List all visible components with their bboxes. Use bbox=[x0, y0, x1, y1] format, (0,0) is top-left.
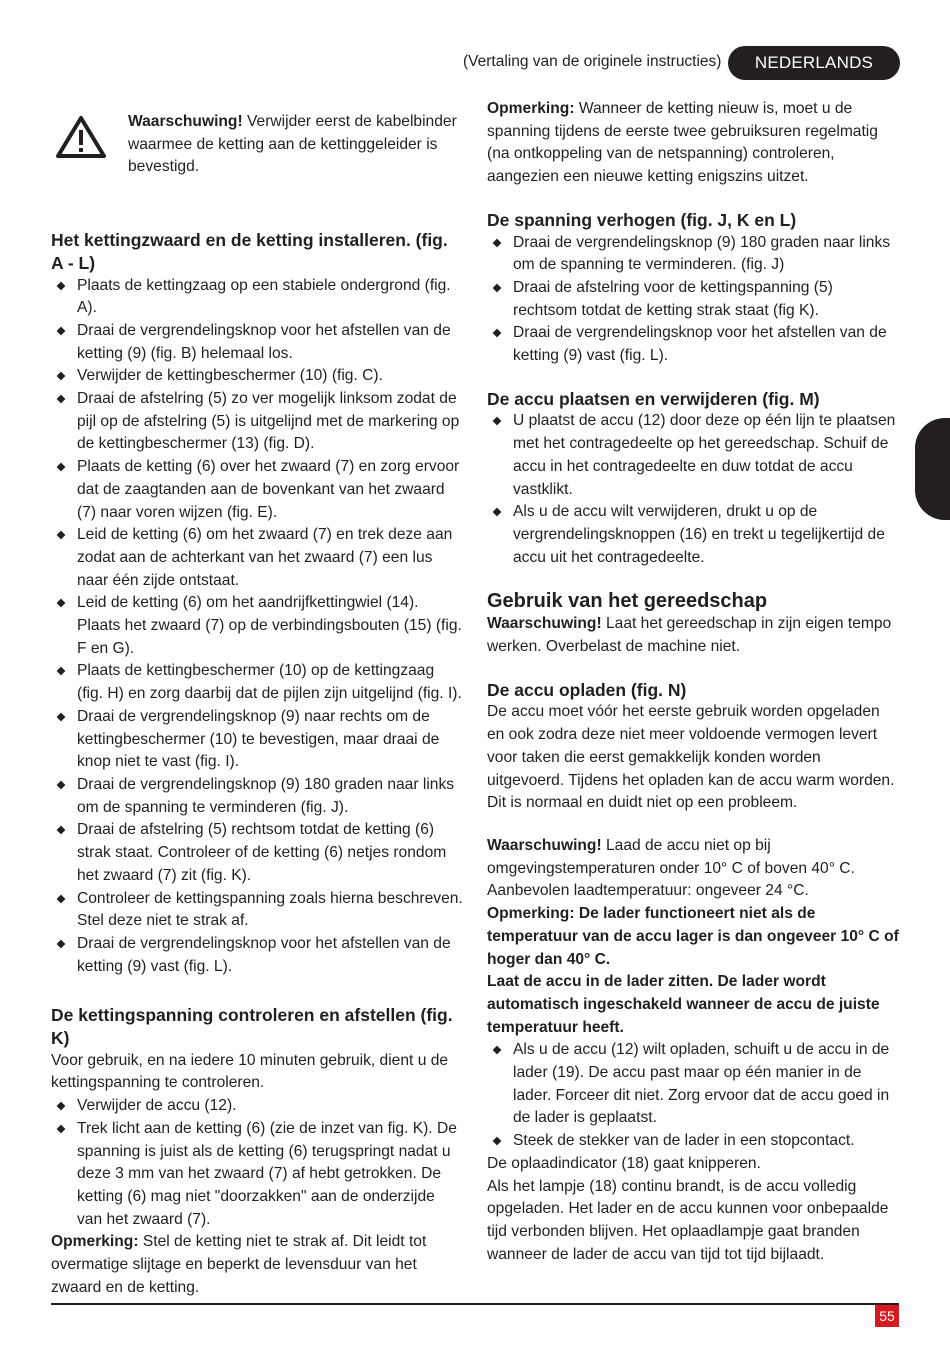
bullet-icon bbox=[57, 1102, 66, 1111]
use-warning bbox=[487, 613, 899, 658]
list-item-text: Draai de afstelring (5) zo ver mogelijk linksom zodat de pijl op de afstelring (5) is uitgelijnd met de markering op de kettingbeschermer (13) (fig. D). bbox=[77, 390, 460, 453]
charge-blink: De oplaadindicator (18) gaat knipperen. bbox=[487, 1154, 761, 1172]
warning-triangle-icon bbox=[55, 115, 107, 159]
list-item-text: Plaats de kettingbeschermer (10) op de kettingzaag (fig. H) en zorg daarbij dat de pijlen zijn uitgelijnd (fig. I). bbox=[77, 662, 462, 703]
list-item bbox=[51, 888, 463, 933]
list-item-text: Leid de ketting (6) om het aandrijfkettingwiel (14). Plaats het zwaard (7) op de verbindingsbouten (15) (fig. F en G). bbox=[77, 594, 462, 657]
footer-rule bbox=[51, 1303, 899, 1305]
tension-note-label: Opmerking: bbox=[51, 1233, 139, 1251]
list-item-text: Controleer de kettingspanning zoals hierna beschreven. Stel deze niet te strak af. bbox=[77, 889, 463, 930]
list-item-text: Trek licht aan de ketting (6) (zie de inzet van fig. K). De spanning is juist als de ketting (6) terugspringt nadat u deze 3 mm van het zwaard (7) af hebt getrokken. De ketting (6) mag niet "doorzakken" aan de onderzijde van het zwaard (7). bbox=[77, 1119, 457, 1228]
list-item-text: Draai de vergrendelingsknop voor het afstellen van de ketting (9) vast (fig. L). bbox=[513, 324, 887, 365]
new-chain-note bbox=[487, 98, 899, 189]
side-thumb-tab bbox=[915, 418, 950, 520]
language-label: NEDERLANDS bbox=[754, 53, 874, 72]
bullet-icon bbox=[493, 284, 502, 293]
bullet-icon bbox=[57, 281, 66, 290]
bullet-icon bbox=[57, 781, 66, 790]
list-item-text: Draai de vergrendelingsknop voor het afstellen van de ketting (9) vast (fig. L). bbox=[77, 934, 451, 975]
warning-text bbox=[128, 111, 458, 179]
bullet-icon bbox=[57, 599, 66, 608]
charge-warning-label: Waarschuwing! bbox=[487, 836, 602, 854]
list-item bbox=[487, 410, 899, 501]
list-item bbox=[51, 365, 463, 388]
header-subtitle: (Vertaling van de originele instructies) bbox=[463, 53, 722, 70]
list-item-text: Plaats de kettingzaag op een stabiele ondergrond (fig. A). bbox=[77, 276, 451, 317]
bullet-icon bbox=[493, 1137, 502, 1146]
bullet-icon bbox=[57, 327, 66, 336]
bullet-icon bbox=[57, 894, 66, 903]
charge-full: Als het lampje (18) continu brandt, is de accu volledig opgeladen. Het lader en de accu kunnen voor onbepaalde tijd verbonden blijven. Het oplaadlampje gaat branden wanneer de lader de accu van tijd tot tijd bijlaadt. bbox=[487, 1177, 889, 1263]
list-item-text: Verwijder de kettingbeschermer (10) (fig. C). bbox=[77, 367, 383, 385]
list-item-text: Plaats de ketting (6) over het zwaard (7) en zorg ervoor dat de zaagtanden aan de bovenkant van het zwaard (7) naar voren wijzen (fig. E). bbox=[77, 458, 460, 521]
bullet-icon bbox=[493, 329, 502, 338]
bullet-icon bbox=[493, 417, 502, 426]
list-item-text: Verwijder de accu (12). bbox=[77, 1097, 237, 1115]
list-item bbox=[51, 819, 463, 887]
bullet-icon bbox=[57, 826, 66, 835]
warning-label: Waarschuwing! bbox=[128, 113, 243, 130]
list-item-text: Draai de vergrendelingsknop (9) 180 graden naar links om de spanning te verminderen. (fig. J) bbox=[513, 233, 891, 274]
left-column bbox=[51, 111, 463, 1299]
list-item-text: Draai de vergrendelingsknop (9) 180 graden naar links om de spanning te verminderen (fig. J). bbox=[77, 775, 455, 816]
list-item-text: Draai de afstelring (5) rechtsom totdat de ketting (6) strak staat. Controleer of de ketting (6) netjes rondom het zwaard (7) zit (fig. K). bbox=[77, 821, 447, 884]
page-number bbox=[875, 1305, 899, 1327]
bullet-icon bbox=[493, 1046, 502, 1055]
charge-bold-leave: Laat de accu in de lader zitten. De lader wordt automatisch ingeschakeld wanneer de accu de juiste temperatuur heeft. bbox=[487, 973, 880, 1036]
bullet-icon bbox=[57, 712, 66, 721]
bullet-icon bbox=[57, 395, 66, 404]
bullet-icon bbox=[57, 531, 66, 540]
language-tab bbox=[728, 46, 900, 80]
raise-heading: De spanning verhogen (fig. J, K en L) bbox=[487, 209, 797, 230]
list-item bbox=[487, 1039, 899, 1130]
list-item-text: Als u de accu wilt verwijderen, drukt u op de vergrendelingsknoppen (16) en trekt u tegelijkertijd de accu uit het contragedeelte. bbox=[513, 503, 885, 566]
list-item bbox=[487, 501, 899, 569]
charge-bold-note: Opmerking: De lader functioneert niet als de temperatuur van de accu lager is dan ongeveer 10° C of hoger dan 40° C. bbox=[487, 905, 899, 968]
list-item-text: Leid de ketting (6) om het zwaard (7) en trek deze aan zodat aan de achterkant van het zwaard (7) een lus naar één zijde ontstaat. bbox=[77, 526, 453, 589]
new-chain-note-text: Wanneer de ketting nieuw is, moet u de spanning tijdens de eerste twee gebruiksuren regelmatig (na ontkoppeling van de netspanning) controleren, aangezien een nieuwe ketting enigszins uitzet. bbox=[487, 100, 878, 186]
raise-list bbox=[487, 232, 899, 368]
bullet-icon bbox=[57, 463, 66, 472]
bullet-icon bbox=[57, 1124, 66, 1133]
new-chain-note-label: Opmerking: bbox=[487, 100, 575, 117]
list-item-text: Draai de afstelring voor de kettingspanning (5) rechtsom totdat de ketting strak staat (fig K). bbox=[513, 278, 833, 319]
list-item bbox=[51, 524, 463, 592]
page-number-label: 55 bbox=[879, 1308, 895, 1324]
bullet-icon bbox=[493, 508, 502, 517]
list-item bbox=[51, 388, 463, 456]
tension-list bbox=[51, 1095, 463, 1231]
charge-intro: De accu moet vóór het eerste gebruik worden opgeladen en ook zodra deze niet meer voldoende vermogen levert voor taken die eerst gemakkelijk konden worden uitgevoerd. Tijdens het opladen kan de accu warm worden. Dit is normaal en duidt niet op een probleem. bbox=[487, 703, 895, 812]
install-list bbox=[51, 275, 463, 979]
list-item-text: Steek de stekker van de lader in een stopcontact. bbox=[513, 1132, 855, 1150]
use-warning-text: Laat het gereedschap in zijn eigen tempo werken. Overbelast de machine niet. bbox=[487, 615, 892, 656]
list-item bbox=[51, 774, 463, 819]
list-item bbox=[487, 232, 899, 277]
warning-block bbox=[55, 111, 463, 179]
list-item-text: Draai de vergrendelingsknop voor het afstellen van de ketting (9) (fig. B) helemaal los. bbox=[77, 321, 451, 362]
list-item bbox=[487, 322, 899, 367]
list-item bbox=[487, 1130, 899, 1153]
bullet-icon bbox=[57, 939, 66, 948]
list-item bbox=[51, 275, 463, 320]
charge-heading: De accu opladen (fig. N) bbox=[487, 679, 687, 700]
install-heading: Het kettingzwaard en de ketting installeren. (fig. A - L) bbox=[51, 230, 448, 273]
battery-heading: De accu plaatsen en verwijderen (fig. M) bbox=[487, 388, 820, 409]
tension-heading: De kettingspanning controleren en afstellen (fig. K) bbox=[51, 1005, 453, 1049]
list-item bbox=[51, 320, 463, 365]
charge-warning-text: Laad de accu niet op bij omgevingstemperaturen onder 10° C of boven 40° C. Aanbevolen laadtemperatuur: ongeveer 24 °C. bbox=[487, 836, 855, 900]
list-item bbox=[51, 706, 463, 774]
bullet-icon bbox=[57, 372, 66, 381]
use-heading: Gebruik van het gereedschap bbox=[487, 590, 768, 613]
tension-intro: Voor gebruik, en na iedere 10 minuten gebruik, dient u de kettingspanning te controleren. bbox=[51, 1051, 449, 1092]
right-column bbox=[487, 98, 899, 1266]
bullet-icon bbox=[57, 667, 66, 676]
tension-note-text: Stel de ketting niet te strak af. Dit leidt tot overmatige slijtage en beperkt de levensduur van het zwaard en de ketting. bbox=[51, 1233, 427, 1296]
use-warning-label: Waarschuwing! bbox=[487, 615, 602, 633]
list-item bbox=[51, 1095, 463, 1118]
list-item bbox=[487, 277, 899, 322]
warning-body: Verwijder eerst de kabelbinder waarmee de ketting aan de kettinggeleider is bevestigd. bbox=[128, 113, 457, 176]
bullet-icon bbox=[493, 238, 502, 247]
battery-list bbox=[487, 410, 899, 569]
list-item bbox=[51, 660, 463, 705]
list-item bbox=[51, 456, 463, 524]
tension-note bbox=[51, 1231, 463, 1299]
list-item-text: Draai de vergrendelingsknop (9) naar rechts om de kettingbeschermer (10) te bevestigen, maar draai de knop niet te vast (fig. I). bbox=[77, 707, 440, 771]
list-item-text: U plaatst de accu (12) door deze op één lijn te plaatsen met het contragedeelte op het gereedschap. Schuif de accu in het contragedeelte en duw totdat de accu vastklikt. bbox=[513, 412, 896, 498]
list-item-text: Als u de accu (12) wilt opladen, schuift u de accu in de lader (19). De accu past maar op één manier in de lader. Forceer dit niet. Zorg ervoor dat de accu goed in de lader is geplaatst. bbox=[513, 1041, 890, 1127]
charge-list bbox=[487, 1039, 899, 1153]
list-item bbox=[51, 1118, 463, 1232]
list-item bbox=[51, 933, 463, 978]
charge-warning bbox=[487, 835, 899, 903]
list-item bbox=[51, 592, 463, 660]
